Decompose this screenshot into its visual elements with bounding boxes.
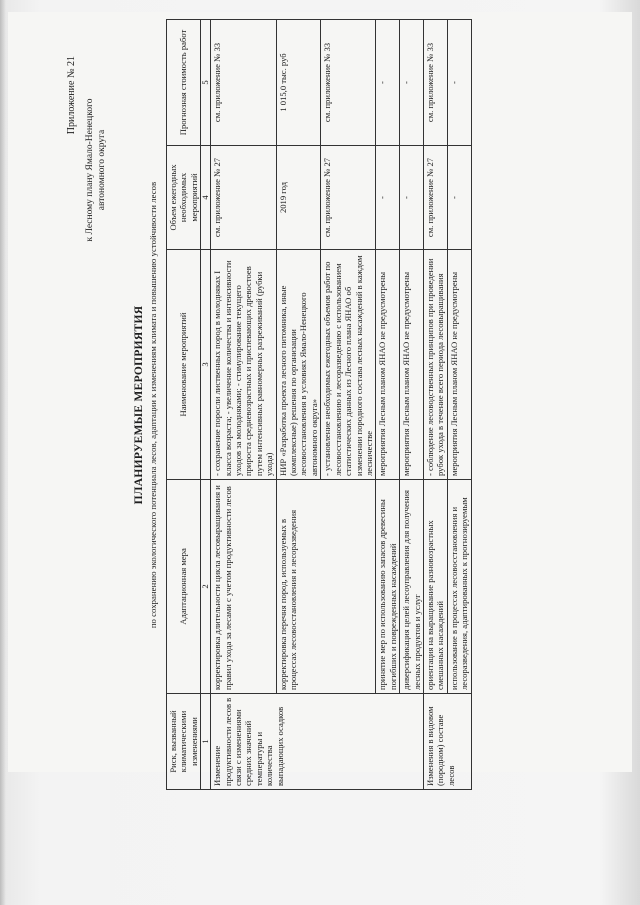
header-action: Наименование мероприятий (167, 250, 201, 480)
measure-cell: корректировка длительности цикла лесовыращивания и правил ухода за лесами с учетом продуктивности лесов (211, 480, 276, 694)
cost-cell: см. приложение № 33 (211, 20, 276, 146)
action-cell: - установление необходимых ежегодных объемов работ по лесовосстановлению и лесоразведению с использованием статистических данных из Лесного плана ЯНАО об изменении породного состава лесных насаждений в каждом лесничестве (321, 250, 376, 480)
volume-cell: 2019 год (276, 146, 321, 250)
header-risk: Риск, вызванный климатическими изменениями (167, 694, 201, 790)
cost-cell: - (376, 20, 400, 146)
volume-cell: - (400, 146, 424, 250)
action-cell: НИР «Разработка проекта лесного питомника, иные (комплексные) решения по организации лесовосстановления в условиях Ямало-Ненецкого автономного округа» (276, 250, 321, 480)
col-number: 3 (201, 250, 211, 480)
measure-cell: ориентация на выращивание разновозрастных смешанных насаждений (423, 480, 447, 694)
table-row (276, 20, 321, 790)
risk-cell: Изменение продуктивности лесов в связи с изменениями средних значений температуры и количества выпадающих осадков (211, 694, 424, 790)
cost-cell: см. приложение № 33 (423, 20, 447, 146)
document-subtitle: по сохранению экологического потенциала лесов, адаптации к изменениям климата и повышению устойчивости лесов (148, 181, 158, 629)
column-number-row (201, 20, 211, 790)
volume-cell: см. приложение № 27 (211, 146, 276, 250)
header-cost: Прогнозная стоимость работ (167, 20, 201, 146)
cost-cell: - (400, 20, 424, 146)
cost-cell: 1 015,0 тыс. руб (276, 20, 321, 146)
table-row (447, 20, 471, 790)
measure-cell: использование в процессах лесовосстановления и лесоразведения, адаптированных к прогнозируемым (447, 480, 471, 694)
appendix-header (66, 40, 108, 300)
document-title: ПЛАНИРУЕМЫЕ МЕРОПРИЯТИЯ (133, 305, 145, 505)
action-cell: мероприятия Лесным планом ЯНАО не предусмотрены (447, 250, 471, 480)
volume-cell: см. приложение № 27 (321, 146, 376, 250)
volume-cell: - (447, 146, 471, 250)
cost-cell: см. приложение № 33 (321, 20, 376, 146)
table-row (423, 20, 447, 790)
table-row (211, 20, 276, 790)
col-number: 4 (201, 146, 211, 250)
measures-table (166, 19, 472, 790)
appendix-number: Приложение № 21 (66, 56, 77, 135)
volume-cell: см. приложение № 27 (423, 146, 447, 250)
document-page (8, 12, 632, 786)
measure-cell: принятие мер по использованию запасов древесины погибших и поврежденных насаждений (376, 480, 400, 694)
table-row (376, 20, 400, 790)
measure-cell: диверсификация целей лесоуправления для получения лесных продуктов и услуг (400, 480, 424, 694)
volume-cell: - (376, 146, 400, 250)
col-number: 2 (201, 480, 211, 694)
cost-cell: - (447, 20, 471, 146)
measure-cell: корректировка перечня пород, используемых в процессах лесовосстановления и лесоразведения (276, 480, 376, 694)
action-cell: - соблюдение лесоводственных принципов при проведении рубок ухода в течение всего периода лесовыращивания (423, 250, 447, 480)
header-row (167, 20, 201, 790)
header-measure: Адаптационная мера (167, 480, 201, 694)
action-cell: мероприятия Лесным планом ЯНАО не предусмотрены (400, 250, 424, 480)
table-row (400, 20, 424, 790)
appendix-line-1: к Лесному плану Ямало-Ненецкого (85, 98, 95, 242)
rotated-content (66, 20, 606, 790)
col-number: 1 (201, 694, 211, 790)
action-cell: мероприятия Лесным планом ЯНАО не предусмотрены (376, 250, 400, 480)
appendix-line-2: автономного округа (97, 129, 107, 211)
risk-cell: Изменения в видовом (породном) составе лесов (423, 694, 471, 790)
col-number: 5 (201, 20, 211, 146)
action-cell: - сохранение поросли лиственных пород в молодняках I класса возраста; - увеличение количества и интенсивности уходов за молодняками; - стимулирование текущего прироста средневозрастных и приспевающих древостоев путем интенсивных равномерных разреживаний (рубки ухода) (211, 250, 276, 480)
header-volume: Объем ежегодных необходимых мероприятий (167, 146, 201, 250)
